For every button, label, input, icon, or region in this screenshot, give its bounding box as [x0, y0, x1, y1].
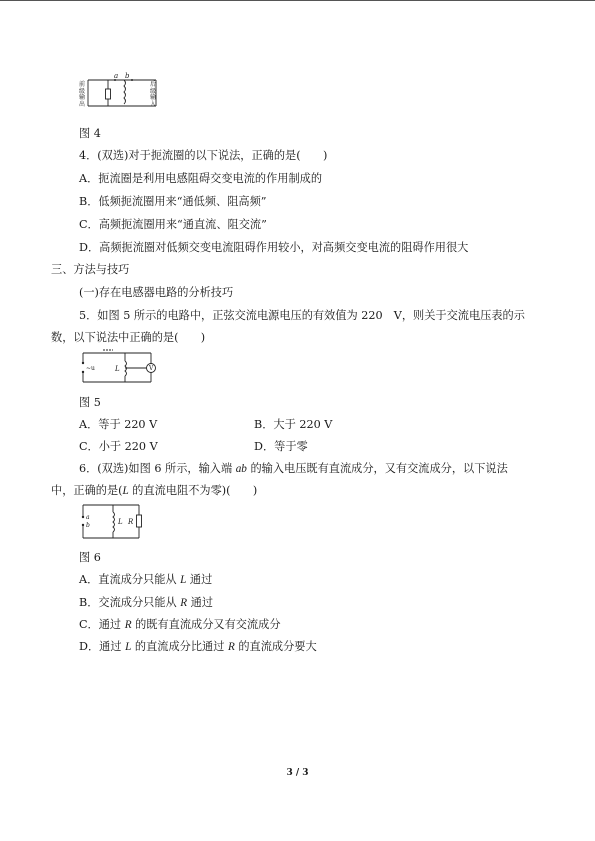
section-subheading: (一)存在电感器电路的分析技巧	[79, 286, 234, 299]
q6-option-a: A．直流成分只能从 L 通过	[79, 573, 213, 586]
section-heading: 三、方法与技巧	[51, 263, 130, 276]
fig4-right-label: 后级输入	[150, 81, 157, 108]
q5-stem-line1: 5．如图 5 所示的电路中，正弦交流电源电压的有效值为 220 V，则关于交流电压表的示	[79, 309, 525, 322]
q4-option-c: C．高频扼流圈用来“通直流、阻交流”	[79, 218, 267, 231]
fig5-voltmeter-label: V	[149, 365, 154, 372]
page-top-rule	[0, 0, 595, 1]
fig4-node-b: b	[125, 72, 130, 80]
page-number: 3 / 3	[286, 768, 309, 778]
figure-5-caption: 图 5	[79, 396, 101, 409]
fig6-terminal-a: a	[86, 514, 90, 521]
fig6-resistor-label: R	[128, 518, 134, 526]
q6-option-c: C．通过 R 的既有直流成分又有交流成分	[79, 618, 281, 631]
fig5-inductor-label: L	[115, 365, 120, 373]
q5-stem-line2: 数，以下说法中正确的是( )	[51, 331, 206, 344]
fig6-terminal-b: b	[86, 522, 90, 529]
fig4-node-a: a	[114, 72, 119, 80]
q6-stem-line1: 6．(双选)如图 6 所示，输入端 ab 的输入电压既有直流成分，又有交流成分，以下说法	[79, 462, 508, 475]
q5-option-c: C．小于 220 V	[79, 440, 158, 453]
fig5-source-label: ~u	[86, 365, 95, 372]
q4-option-b: B．低频扼流圈用来“通低频、阻高频”	[79, 195, 267, 208]
q5-option-a: A．等于 220 V	[79, 418, 158, 431]
q4-option-a: A．扼流圈是利用电感阻碍交变电流的作用制成的	[79, 172, 323, 185]
fig6-inductor-label: L	[118, 518, 123, 526]
q5-option-b: B．大于 220 V	[254, 418, 333, 431]
q5-option-d: D．等于零	[254, 440, 308, 453]
q6-option-d: D．通过 L 的直流成分比通过 R 的直流成分要大	[79, 640, 317, 653]
figure-6-caption: 图 6	[79, 551, 101, 564]
q4-option-d: D．高频扼流圈对低频交变电流阻碍作用较小，对高频交变电流的阻碍作用很大	[79, 241, 469, 254]
figure-4-caption: 图 4	[79, 127, 101, 140]
q6-stem-line2: 中，正确的是(L 的直流电阻不为零)( )	[51, 484, 258, 497]
q4-stem: 4．(双选)对于扼流圈的以下说法，正确的是( )	[79, 149, 328, 162]
q6-option-b: B．交流成分只能从 R 通过	[79, 596, 214, 609]
fig4-left-label: 前级输出	[79, 81, 86, 108]
